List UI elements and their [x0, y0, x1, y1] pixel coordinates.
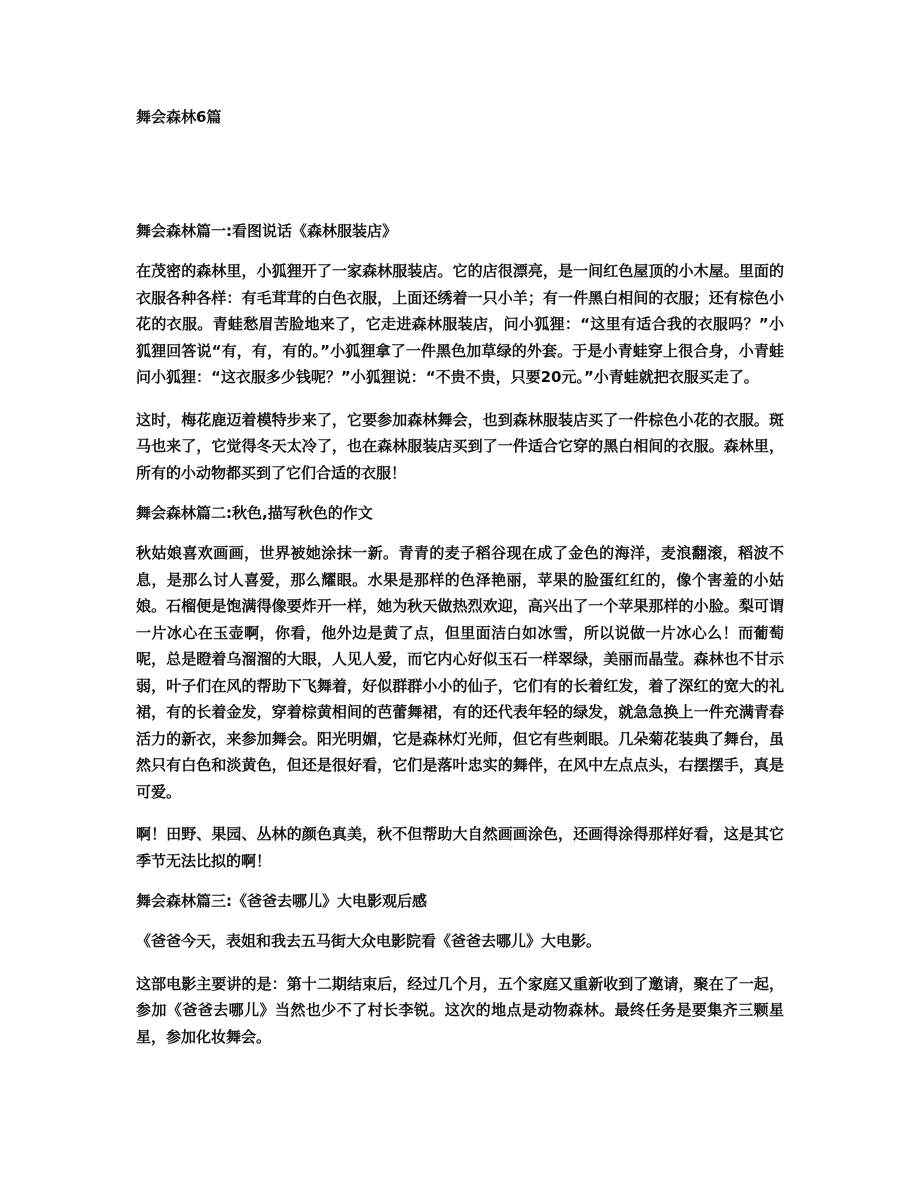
section-heading: 舞会森林篇一:看图说话《森林服装店》: [136, 222, 398, 240]
paragraph: 这部电影主要讲的是：第十二期结束后，经过几个月，五个家庭又重新收到了邀请，聚在了一起，参加《爸爸去哪儿》当然也少不了村长李锐。这次的地点是动物森林。最终任务是要集齐三颗星星，参加化妆舞会。: [136, 974, 784, 1046]
section-heading: 舞会森林篇二:秋色,描写秋色的作文: [136, 504, 373, 522]
paragraph: 秋姑娘喜欢画画，世界被她涂抹一新。青青的麦子稻谷现在成了金色的海洋，麦浪翻滚，稻波不息，是那么讨人喜爱，那么耀眼。水果是那样的色泽艳丽，苹果的脸蛋红红的，像个害羞的小姑娘。石榴便是饱满得像要炸开一样，她为秋天做热烈欢迎，高兴出了一个苹果那样的小脸。梨可谓一片冰心在玉壶啊，你看，他外边是黄了点，但里面洁白如冰雪，所以说做一片冰心么！而葡萄呢，总是瞪着乌溜溜的大眼，人见人爱，而它内心好似玉石一样翠绿，美丽而晶莹。森林也不甘示弱，叶子们在风的帮助下飞舞着，好似群群小小的仙子，它们有的长着红发，着了深红的宽大的礼裙，有的长着金发，穿着棕黄相间的芭蕾舞裙，有的还代表年轻的绿发，就急急换上一件充满青春活力的新衣，来参加舞会。阳光明媚，它是森林灯光师，但它有些刺眼。几朵菊花装典了舞台，虽然只有白色和淡黄色，但还是很好看，它们是落叶忠实的舞伴，在风中左点点头，右摆摆手，真是可爱。: [136, 544, 784, 801]
paragraph: 这时，梅花鹿迈着模特步来了，它要参加森林舞会，也到森林服装店买了一件棕色小花的衣服。斑马也来了，它觉得冬天太冷了，也在森林服装店买到了一件适合它穿的黑白相间的衣服。森林里，所有的小动物都买到了它们合适的衣服！: [136, 410, 784, 482]
section-heading: 舞会森林篇三:《爸爸去哪儿》大电影观后感: [136, 892, 428, 910]
paragraph: 在茂密的森林里，小狐狸开了一家森林服装店。它的店很漂亮，是一间红色屋顶的小木屋。里面的衣服各种各样：有毛茸茸的白色衣服，上面还绣着一只小羊；有一件黑白相间的衣服；还有棕色小花的衣服。青蛙愁眉苦脸地来了，它走进森林服装店，问小狐狸：“这里有适合我的衣服吗？”小狐狸回答说“有，有，有的。”小狐狸拿了一件黑色加草绿的外套。于是小青蛙穿上很合身，小青蛙问小狐狸：“这衣服多少钱呢？”小狐狸说：“不贵不贵，只要20元。”小青蛙就把衣服买走了。: [136, 262, 784, 386]
document-title: 舞会森林6篇: [136, 108, 222, 126]
document-body: [136, 220, 784, 1066]
paragraph: 啊！田野、果园、丛林的颜色真美，秋不但帮助大自然画画涂色，还画得涂得那样好看，这是其它季节无法比拟的啊！: [136, 825, 784, 870]
paragraph: 《爸爸今天，表姐和我去五马街大众电影院看《爸爸去哪儿》大电影。: [136, 932, 602, 950]
